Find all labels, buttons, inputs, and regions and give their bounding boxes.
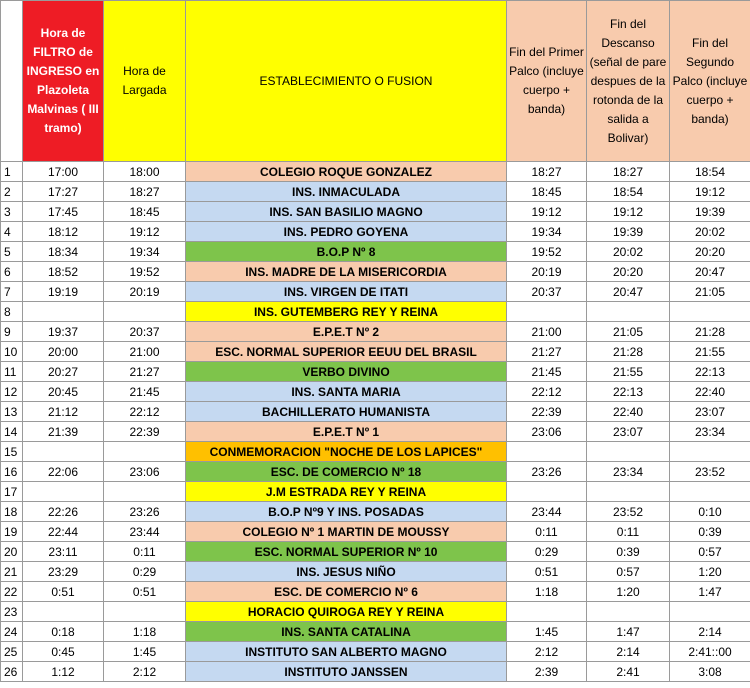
largada-time: 21:45 bbox=[104, 382, 186, 402]
table-row bbox=[1, 382, 750, 402]
segundo-palco-time: 21:28 bbox=[670, 322, 750, 342]
table-row bbox=[1, 242, 750, 262]
segundo-palco-time: 22:40 bbox=[670, 382, 750, 402]
establecimiento: ESC. NORMAL SUPERIOR EEUU DEL BRASIL bbox=[186, 342, 507, 362]
establecimiento: INSTITUTO SAN ALBERTO MAGNO bbox=[186, 642, 507, 662]
primer-palco-time: 19:12 bbox=[507, 202, 587, 222]
primer-palco-time: 2:39 bbox=[507, 662, 587, 682]
establecimiento: B.O.P Nº 8 bbox=[186, 242, 507, 262]
filtro-time: 19:37 bbox=[23, 322, 104, 342]
primer-palco-time: 21:27 bbox=[507, 342, 587, 362]
segundo-palco-time: 22:13 bbox=[670, 362, 750, 382]
descanso-time: 19:39 bbox=[587, 222, 670, 242]
filtro-time: 20:00 bbox=[23, 342, 104, 362]
segundo-palco-time: 0:57 bbox=[670, 542, 750, 562]
establecimiento: INS. MADRE DE LA MISERICORDIA bbox=[186, 262, 507, 282]
largada-time: 1:18 bbox=[104, 622, 186, 642]
descanso-time bbox=[587, 302, 670, 322]
largada-time: 23:06 bbox=[104, 462, 186, 482]
primer-palco-time: 18:27 bbox=[507, 162, 587, 182]
row-number: 2 bbox=[1, 182, 23, 202]
establecimiento: INS. SANTA CATALINA bbox=[186, 622, 507, 642]
descanso-time: 2:14 bbox=[587, 642, 670, 662]
row-number: 17 bbox=[1, 482, 23, 502]
primer-palco-time: 0:29 bbox=[507, 542, 587, 562]
largada-time: 18:45 bbox=[104, 202, 186, 222]
filtro-time bbox=[23, 602, 104, 622]
table-row bbox=[1, 342, 750, 362]
row-number: 16 bbox=[1, 462, 23, 482]
filtro-time: 20:45 bbox=[23, 382, 104, 402]
table-row bbox=[1, 182, 750, 202]
largada-time: 0:29 bbox=[104, 562, 186, 582]
table-row bbox=[1, 602, 750, 622]
table-row bbox=[1, 622, 750, 642]
filtro-time: 18:34 bbox=[23, 242, 104, 262]
descanso-time: 21:05 bbox=[587, 322, 670, 342]
table-row bbox=[1, 482, 750, 502]
establecimiento: B.O.P Nº9 Y INS. POSADAS bbox=[186, 502, 507, 522]
establecimiento: INS. INMACULADA bbox=[186, 182, 507, 202]
table-row bbox=[1, 302, 750, 322]
filtro-time: 0:18 bbox=[23, 622, 104, 642]
filtro-time: 17:27 bbox=[23, 182, 104, 202]
establecimiento: INS. GUTEMBERG REY Y REINA bbox=[186, 302, 507, 322]
filtro-time: 17:45 bbox=[23, 202, 104, 222]
segundo-palco-time bbox=[670, 482, 750, 502]
filtro-time bbox=[23, 302, 104, 322]
largada-time: 21:27 bbox=[104, 362, 186, 382]
filtro-time bbox=[23, 482, 104, 502]
largada-time: 23:26 bbox=[104, 502, 186, 522]
primer-palco-time: 0:51 bbox=[507, 562, 587, 582]
establecimiento: CONMEMORACION "NOCHE DE LOS LAPICES" bbox=[186, 442, 507, 462]
table-row bbox=[1, 582, 750, 602]
segundo-palco-time: 0:39 bbox=[670, 522, 750, 542]
table-row bbox=[1, 442, 750, 462]
largada-time: 19:12 bbox=[104, 222, 186, 242]
table-row bbox=[1, 162, 750, 182]
table-row bbox=[1, 282, 750, 302]
descanso-time: 20:20 bbox=[587, 262, 670, 282]
header-segundo-palco: Fin del Segundo Palco (incluye cuerpo + banda) bbox=[670, 1, 750, 162]
largada-time bbox=[104, 302, 186, 322]
segundo-palco-time bbox=[670, 302, 750, 322]
descanso-time: 19:12 bbox=[587, 202, 670, 222]
establecimiento: COLEGIO ROQUE GONZALEZ bbox=[186, 162, 507, 182]
segundo-palco-time: 1:20 bbox=[670, 562, 750, 582]
row-number: 23 bbox=[1, 602, 23, 622]
descanso-time bbox=[587, 602, 670, 622]
segundo-palco-time: 19:39 bbox=[670, 202, 750, 222]
row-number: 8 bbox=[1, 302, 23, 322]
filtro-time: 21:12 bbox=[23, 402, 104, 422]
segundo-palco-time: 23:34 bbox=[670, 422, 750, 442]
filtro-time: 23:11 bbox=[23, 542, 104, 562]
descanso-time: 23:52 bbox=[587, 502, 670, 522]
establecimiento: COLEGIO Nº 1 MARTIN DE MOUSSY bbox=[186, 522, 507, 542]
table-row bbox=[1, 402, 750, 422]
descanso-time: 0:57 bbox=[587, 562, 670, 582]
establecimiento: INS. JESUS NIÑO bbox=[186, 562, 507, 582]
filtro-time: 0:45 bbox=[23, 642, 104, 662]
establecimiento: INSTITUTO JANSSEN bbox=[186, 662, 507, 682]
segundo-palco-time: 1:47 bbox=[670, 582, 750, 602]
primer-palco-time: 0:11 bbox=[507, 522, 587, 542]
segundo-palco-time: 2:14 bbox=[670, 622, 750, 642]
row-number: 18 bbox=[1, 502, 23, 522]
row-number: 12 bbox=[1, 382, 23, 402]
largada-time: 18:00 bbox=[104, 162, 186, 182]
row-number: 13 bbox=[1, 402, 23, 422]
table-row bbox=[1, 662, 750, 682]
table-row bbox=[1, 642, 750, 662]
row-number: 4 bbox=[1, 222, 23, 242]
row-number: 15 bbox=[1, 442, 23, 462]
establecimiento: E.P.E.T Nº 1 bbox=[186, 422, 507, 442]
segundo-palco-time: 19:12 bbox=[670, 182, 750, 202]
primer-palco-time: 22:12 bbox=[507, 382, 587, 402]
filtro-time: 22:26 bbox=[23, 502, 104, 522]
descanso-time: 23:07 bbox=[587, 422, 670, 442]
largada-time bbox=[104, 442, 186, 462]
filtro-time: 23:29 bbox=[23, 562, 104, 582]
filtro-time: 18:52 bbox=[23, 262, 104, 282]
establecimiento: INS. PEDRO GOYENA bbox=[186, 222, 507, 242]
largada-time: 0:51 bbox=[104, 582, 186, 602]
largada-time: 20:19 bbox=[104, 282, 186, 302]
table-row bbox=[1, 502, 750, 522]
primer-palco-time: 23:26 bbox=[507, 462, 587, 482]
primer-palco-time: 19:34 bbox=[507, 222, 587, 242]
establecimiento: J.M ESTRADA REY Y REINA bbox=[186, 482, 507, 502]
segundo-palco-time: 20:02 bbox=[670, 222, 750, 242]
largada-time: 2:12 bbox=[104, 662, 186, 682]
largada-time bbox=[104, 482, 186, 502]
primer-palco-time: 21:45 bbox=[507, 362, 587, 382]
row-number: 5 bbox=[1, 242, 23, 262]
largada-time: 19:34 bbox=[104, 242, 186, 262]
filtro-time: 22:44 bbox=[23, 522, 104, 542]
descanso-time: 2:41 bbox=[587, 662, 670, 682]
row-number: 3 bbox=[1, 202, 23, 222]
header-descanso: Fin del Descanso (señal de pare despues de la rotonda de la salida a Bolivar) bbox=[587, 1, 670, 162]
largada-time: 1:45 bbox=[104, 642, 186, 662]
descanso-time: 21:55 bbox=[587, 362, 670, 382]
descanso-time: 0:39 bbox=[587, 542, 670, 562]
header-filtro: Hora de FILTRO de INGRESO en Plazoleta Malvinas ( III tramo) bbox=[23, 1, 104, 162]
row-number: 11 bbox=[1, 362, 23, 382]
segundo-palco-time bbox=[670, 602, 750, 622]
establecimiento: VERBO DIVINO bbox=[186, 362, 507, 382]
descanso-time: 0:11 bbox=[587, 522, 670, 542]
establecimiento: BACHILLERATO HUMANISTA bbox=[186, 402, 507, 422]
filtro-time: 1:12 bbox=[23, 662, 104, 682]
filtro-time: 20:27 bbox=[23, 362, 104, 382]
establecimiento: ESC. NORMAL SUPERIOR Nº 10 bbox=[186, 542, 507, 562]
filtro-time bbox=[23, 442, 104, 462]
largada-time: 22:12 bbox=[104, 402, 186, 422]
table-row bbox=[1, 202, 750, 222]
table-row bbox=[1, 322, 750, 342]
primer-palco-time: 22:39 bbox=[507, 402, 587, 422]
largada-time: 21:00 bbox=[104, 342, 186, 362]
filtro-time: 19:19 bbox=[23, 282, 104, 302]
table-body bbox=[1, 162, 750, 682]
row-number: 7 bbox=[1, 282, 23, 302]
primer-palco-time: 18:45 bbox=[507, 182, 587, 202]
segundo-palco-time: 0:10 bbox=[670, 502, 750, 522]
primer-palco-time: 21:00 bbox=[507, 322, 587, 342]
row-number: 10 bbox=[1, 342, 23, 362]
header-primer-palco: Fin del Primer Palco (incluye cuerpo + banda) bbox=[507, 1, 587, 162]
row-number: 25 bbox=[1, 642, 23, 662]
primer-palco-time bbox=[507, 302, 587, 322]
descanso-time: 1:20 bbox=[587, 582, 670, 602]
table-row bbox=[1, 462, 750, 482]
segundo-palco-time: 18:54 bbox=[670, 162, 750, 182]
table-row bbox=[1, 542, 750, 562]
header-establecimiento: ESTABLECIMIENTO O FUSION bbox=[186, 1, 507, 162]
header-index bbox=[1, 1, 23, 162]
segundo-palco-time: 21:55 bbox=[670, 342, 750, 362]
row-number: 14 bbox=[1, 422, 23, 442]
row-number: 26 bbox=[1, 662, 23, 682]
filtro-time: 17:00 bbox=[23, 162, 104, 182]
primer-palco-time: 1:45 bbox=[507, 622, 587, 642]
primer-palco-time: 20:37 bbox=[507, 282, 587, 302]
largada-time bbox=[104, 602, 186, 622]
descanso-time: 23:34 bbox=[587, 462, 670, 482]
descanso-time: 18:54 bbox=[587, 182, 670, 202]
establecimiento: ESC. DE COMERCIO Nº 6 bbox=[186, 582, 507, 602]
largada-time: 0:11 bbox=[104, 542, 186, 562]
table-row bbox=[1, 362, 750, 382]
establecimiento: INS. SANTA MARIA bbox=[186, 382, 507, 402]
segundo-palco-time: 21:05 bbox=[670, 282, 750, 302]
establecimiento: ESC. DE COMERCIO Nº 18 bbox=[186, 462, 507, 482]
row-number: 19 bbox=[1, 522, 23, 542]
segundo-palco-time: 23:52 bbox=[670, 462, 750, 482]
descanso-time: 20:02 bbox=[587, 242, 670, 262]
header-largada: Hora de Largada bbox=[104, 1, 186, 162]
row-number: 21 bbox=[1, 562, 23, 582]
descanso-time: 20:47 bbox=[587, 282, 670, 302]
descanso-time bbox=[587, 482, 670, 502]
primer-palco-time bbox=[507, 602, 587, 622]
table-row bbox=[1, 562, 750, 582]
largada-time: 23:44 bbox=[104, 522, 186, 542]
segundo-palco-time bbox=[670, 442, 750, 462]
row-number: 1 bbox=[1, 162, 23, 182]
table-row bbox=[1, 262, 750, 282]
segundo-palco-time: 2:41::00 bbox=[670, 642, 750, 662]
table-row bbox=[1, 522, 750, 542]
establecimiento: HORACIO QUIROGA REY Y REINA bbox=[186, 602, 507, 622]
primer-palco-time: 23:06 bbox=[507, 422, 587, 442]
segundo-palco-time: 20:47 bbox=[670, 262, 750, 282]
table-row bbox=[1, 222, 750, 242]
primer-palco-time bbox=[507, 482, 587, 502]
filtro-time: 0:51 bbox=[23, 582, 104, 602]
primer-palco-time: 2:12 bbox=[507, 642, 587, 662]
row-number: 6 bbox=[1, 262, 23, 282]
row-number: 22 bbox=[1, 582, 23, 602]
segundo-palco-time: 20:20 bbox=[670, 242, 750, 262]
largada-time: 20:37 bbox=[104, 322, 186, 342]
row-number: 20 bbox=[1, 542, 23, 562]
filtro-time: 18:12 bbox=[23, 222, 104, 242]
descanso-time: 22:13 bbox=[587, 382, 670, 402]
descanso-time: 1:47 bbox=[587, 622, 670, 642]
descanso-time: 18:27 bbox=[587, 162, 670, 182]
descanso-time: 22:40 bbox=[587, 402, 670, 422]
primer-palco-time bbox=[507, 442, 587, 462]
establecimiento: INS. SAN BASILIO MAGNO bbox=[186, 202, 507, 222]
establecimiento: E.P.E.T Nº 2 bbox=[186, 322, 507, 342]
primer-palco-time: 23:44 bbox=[507, 502, 587, 522]
segundo-palco-time: 23:07 bbox=[670, 402, 750, 422]
segundo-palco-time: 3:08 bbox=[670, 662, 750, 682]
primer-palco-time: 20:19 bbox=[507, 262, 587, 282]
filtro-time: 22:06 bbox=[23, 462, 104, 482]
row-number: 24 bbox=[1, 622, 23, 642]
primer-palco-time: 1:18 bbox=[507, 582, 587, 602]
descanso-time: 21:28 bbox=[587, 342, 670, 362]
filtro-time: 21:39 bbox=[23, 422, 104, 442]
primer-palco-time: 19:52 bbox=[507, 242, 587, 262]
establecimiento: INS. VIRGEN DE ITATI bbox=[186, 282, 507, 302]
row-number: 9 bbox=[1, 322, 23, 342]
descanso-time bbox=[587, 442, 670, 462]
largada-time: 18:27 bbox=[104, 182, 186, 202]
largada-time: 19:52 bbox=[104, 262, 186, 282]
largada-time: 22:39 bbox=[104, 422, 186, 442]
table-row bbox=[1, 422, 750, 442]
header-row bbox=[1, 1, 750, 162]
